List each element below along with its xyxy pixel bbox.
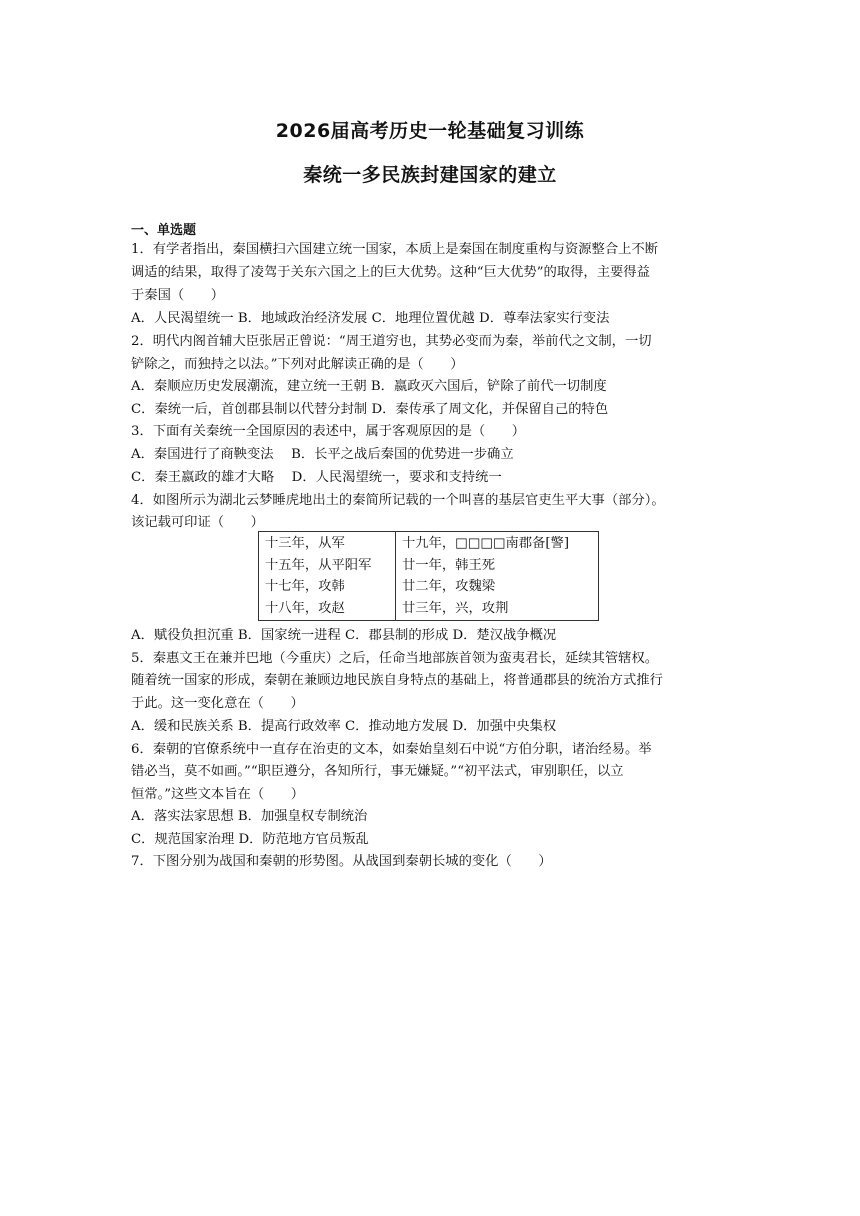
question-line: 3．下面有关秦统一全国原因的表述中，属于客观原因的是（ ）	[131, 424, 526, 439]
table-cell: 十九年，□□□□南郡备[警]	[402, 536, 570, 551]
question-line: 该记载可印证（ ）	[131, 515, 264, 530]
question-line: 于秦国（ ）	[131, 288, 225, 303]
table-column-right	[396, 532, 599, 621]
table-cell: 十八年，攻赵	[265, 600, 345, 616]
question-line: 随着统一国家的形成，秦朝在兼顾边地民族自身特点的基础上，将普通郡县的统治方式推行	[131, 673, 663, 688]
question-line: 调适的结果，取得了凌驾于关东六国之上的巨大优势。这种“巨大优势”的取得，主要得益	[131, 265, 650, 280]
table-cell: 廿一年，韩王死	[402, 557, 496, 573]
question-line: 于此。这一变化意在（ ）	[131, 696, 304, 711]
question-line: 错必当，莫不如画。”“职臣遵分，各知所行，事无嫌疑。”“初平法式，审别职任，以立	[131, 764, 624, 779]
answer-options: A．秦顺应历史发展潮流，建立统一王朝 B．嬴政灭六国后，铲除了前代一切制度	[131, 379, 607, 394]
question-line: 恒常。”这些文本旨在（ ）	[131, 787, 305, 802]
document-subtitle: 秦统一多民族封建国家的建立	[303, 164, 557, 186]
qin-bamboo-slip-table	[258, 531, 599, 621]
question-line: 2．明代内阁首辅大臣张居正曾说：“周王道穷也，其势必变而为秦，举前代之文制，一切	[131, 334, 652, 349]
question-line: 铲除之，而独持之以法。”下列对此解读正确的是（ ）	[131, 357, 464, 372]
table-cell: 廿二年，攻魏梁	[402, 579, 496, 594]
section-heading: 一、单选题	[131, 223, 197, 238]
answer-options: A．人民渴望统一 B．地域政治经济发展 C．地理位置优越 D．尊奉法家实行变法	[131, 311, 610, 326]
document-title: 2026届高考历史一轮基础复习训练	[275, 120, 585, 142]
question-line: 1．有学者指出，秦国横扫六国建立统一国家，本质上是秦国在制度重构与资源整合上不断	[131, 242, 659, 257]
table-cell: 十七年，攻韩	[265, 579, 345, 594]
answer-options: A．缓和民族关系 B．提高行政效率 C．推动地方发展 D．加强中央集权	[131, 719, 557, 734]
table-cell: 十五年，从平阳军	[265, 557, 372, 573]
question-line: 6．秦朝的官僚系统中一直存在治吏的文本，如秦始皇刻石中说“方伯分职，诸治经易。举	[131, 742, 652, 757]
answer-options: A．落实法家思想 B．加强皇权专制统治	[131, 809, 368, 824]
table-column-left	[259, 532, 396, 621]
answer-options: C．规范国家治理 D．防范地方官员叛乱	[131, 832, 369, 847]
answer-options: C．秦统一后，首创郡县制以代替分封制 D．秦传承了周文化，并保留自己的特色	[131, 402, 609, 417]
question-line: 7．下图分别为战国和秦朝的形势图。从战国到秦朝长城的变化（ ）	[131, 854, 552, 869]
table-cell: 十三年，从军	[265, 536, 345, 551]
answer-options: A．秦国进行了商鞅变法 B．长平之战后秦国的优势进一步确立	[131, 447, 514, 462]
answer-options: A．赋役负担沉重 B．国家统一进程 C．郡县制的形成 D．楚汉战争概况	[131, 628, 557, 643]
question-line: 4．如图所示为湖北云梦睡虎地出土的秦简所记载的一个叫喜的基层官吏生平大事（部分）。	[131, 493, 665, 508]
table-cell: 廿三年，兴，攻荆	[402, 600, 509, 616]
question-line: 5．秦惠文王在兼并巴地（今重庆）之后，任命当地部族首领为蛮夷君长，延续其管辖权。	[131, 651, 659, 666]
answer-options: C．秦王嬴政的雄才大略 D．人民渴望统一，要求和支持统一	[131, 470, 502, 485]
